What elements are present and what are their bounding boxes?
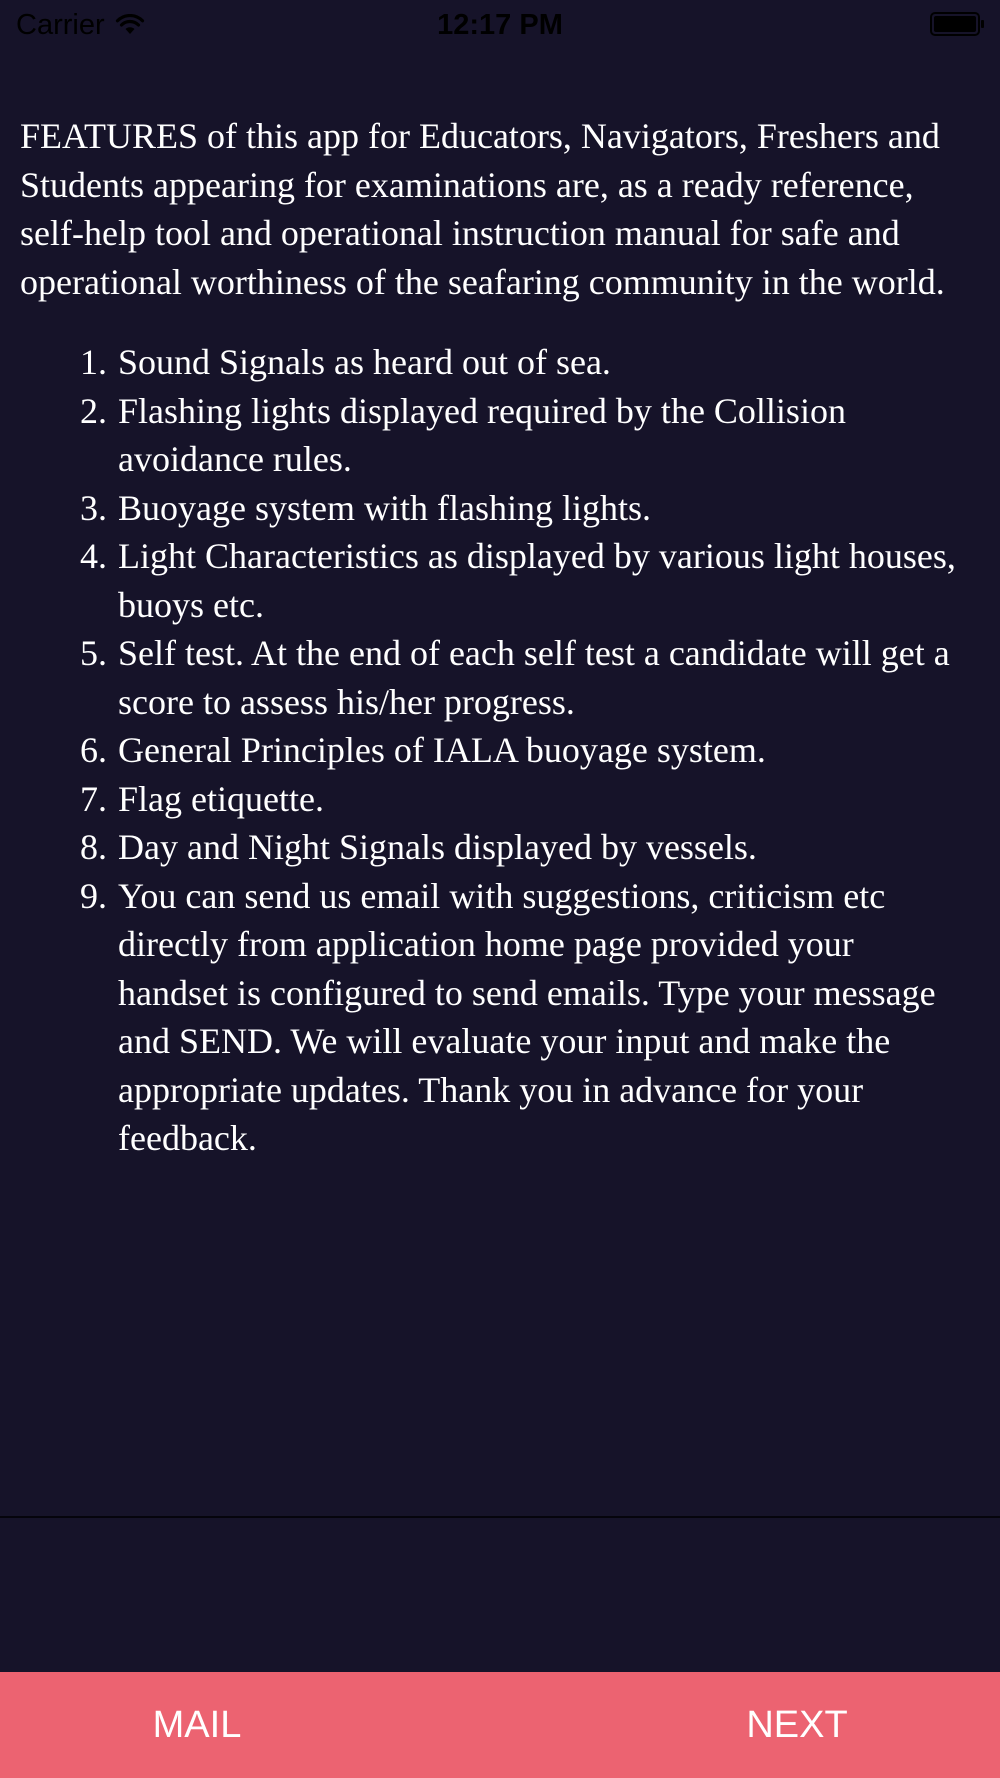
intro-paragraph: FEATURES of this app for Educators, Navigators, Freshers and Students appearing for examinations are, as a ready reference, self-help tool and operational instruction manual for safe and operational worthiness of the seafaring community in the world. (20, 116, 945, 302)
battery-icon (930, 12, 986, 36)
feature-item: 5. Self test. At the end of each self test a candidate will get a score to assess his/her progress. (116, 629, 970, 726)
feature-item: 4. Light Characteristics as displayed by various light houses, buoys etc. (116, 532, 970, 629)
feature-item: 6. General Principles of IALA buoyage system. (116, 726, 970, 775)
feature-item: 1. Sound Signals as heard out of sea. (116, 338, 970, 387)
feature-item: 8. Day and Night Signals displayed by vessels. (116, 823, 970, 872)
feature-item: 9. You can send us email with suggestions, criticism etc directly from application home page provided your handset is configured to send emails. Type your message and SEND. We will evaluate your input and make the appropriate updates. Thank you in advance for your feedback. (116, 872, 970, 1163)
feature-item: 2. Flashing lights displayed required by the Collision avoidance rules. (116, 387, 970, 484)
carrier-label: Carrier (16, 9, 105, 41)
next-button[interactable]: NEXT (720, 1672, 874, 1778)
status-bar (0, 0, 1000, 50)
feature-item: 7. Flag etiquette. (116, 775, 970, 824)
status-time: 12:17 PM (437, 9, 563, 41)
features-content (20, 112, 970, 1163)
features-list (20, 338, 970, 1163)
bottom-action-bar (0, 1672, 1000, 1778)
feature-item: 3. Buoyage system with flashing lights. (116, 484, 970, 533)
mail-button[interactable]: MAIL (120, 1672, 274, 1778)
content-divider (0, 1516, 1000, 1518)
